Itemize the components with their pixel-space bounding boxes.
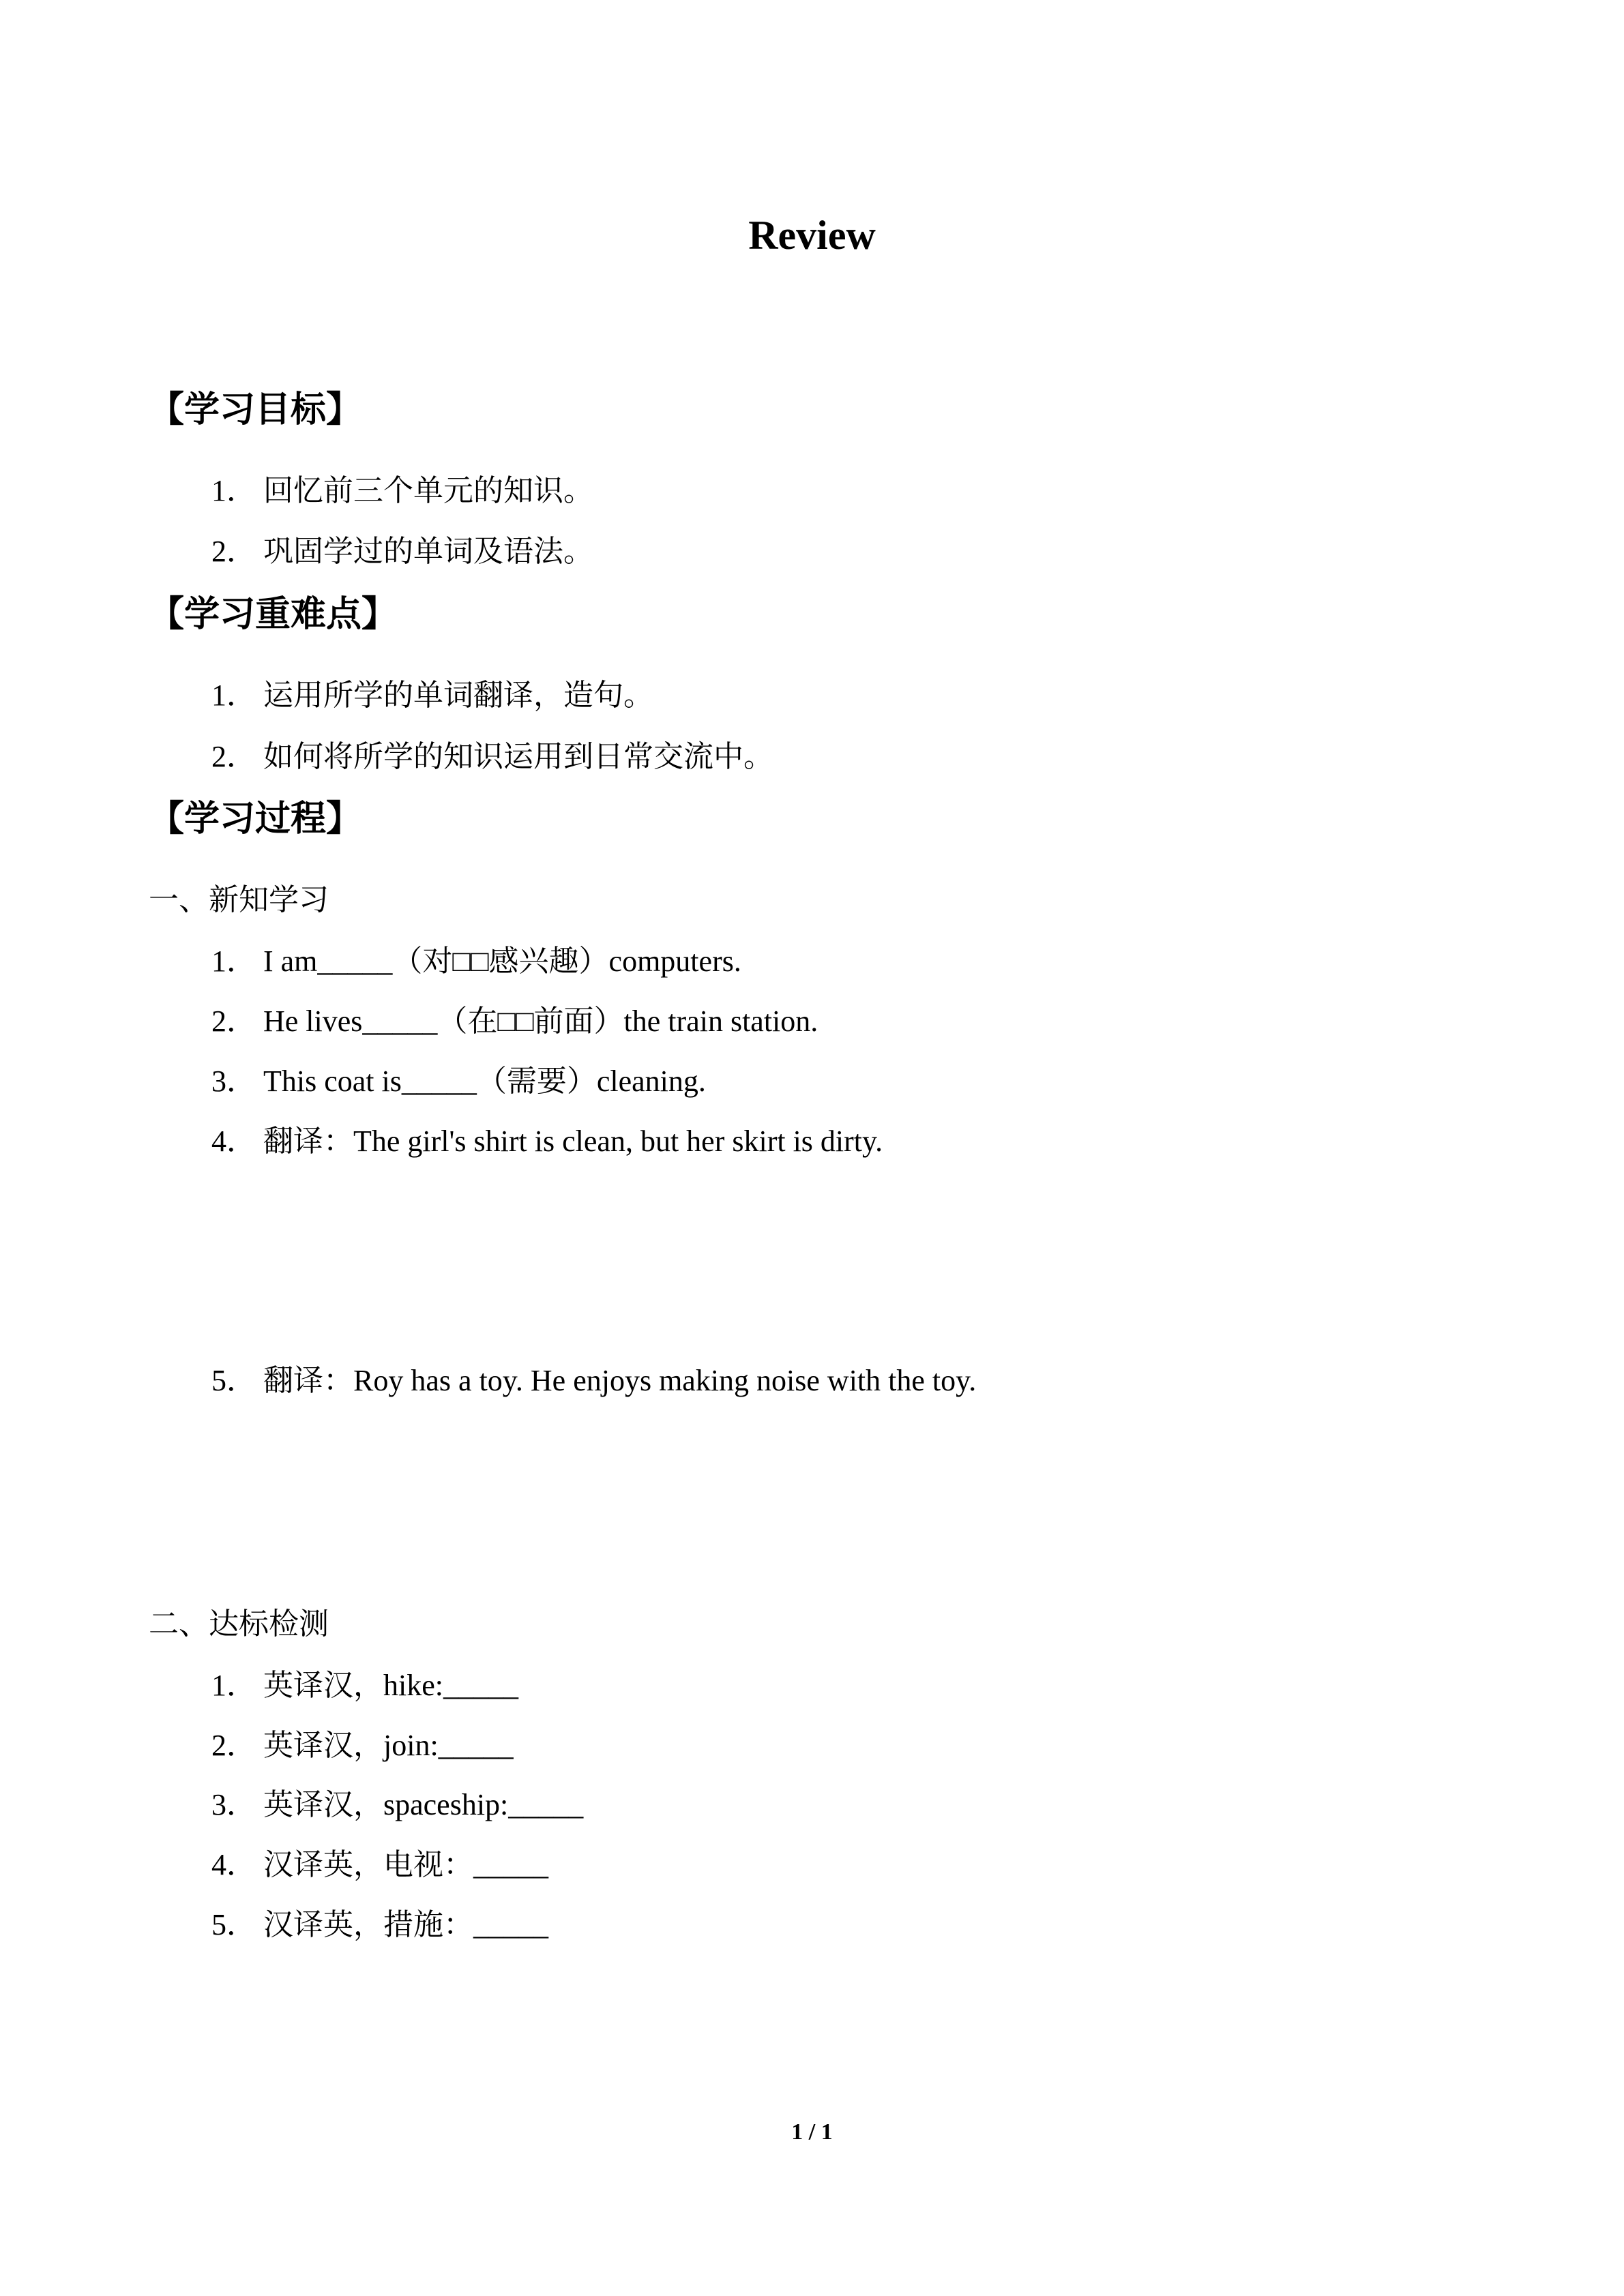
objective-item [211, 471, 593, 511]
key-point-item [211, 675, 653, 716]
item-text: 如何将所学的知识运用到日常交流中。 [263, 740, 773, 773]
key-point-item [211, 736, 773, 777]
item-number: 3． [211, 1788, 256, 1821]
exercise-item [211, 1061, 706, 1102]
item-number: 1． [211, 679, 256, 712]
item-text: 汉译英，电视：_____ [263, 1848, 548, 1881]
item-text: 英译汉，hike:_____ [263, 1669, 518, 1702]
objective-item [211, 531, 593, 572]
item-text: 英译汉，join:_____ [263, 1729, 514, 1762]
test-item [211, 1725, 514, 1766]
item-text: This coat is_____（需要）cleaning. [263, 1064, 706, 1098]
key-points-heading: 【学习重难点】 [149, 594, 398, 635]
item-number: 2． [211, 1729, 256, 1762]
item-number: 5． [211, 1908, 256, 1941]
item-number: 2． [211, 1004, 256, 1038]
item-text: 运用所学的单词翻译，造句。 [263, 679, 653, 712]
item-text: 回忆前三个单元的知识。 [263, 474, 593, 507]
item-text: 巩固学过的单词及语法。 [263, 535, 593, 568]
item-number: 1． [211, 944, 256, 978]
item-text: 英译汉，spaceship:_____ [263, 1788, 584, 1821]
exercise-item [211, 1121, 883, 1162]
new-knowledge-section-label: 一、新知学习 [149, 882, 329, 917]
item-text: I am_____（对□□感兴趣）computers. [263, 944, 741, 978]
item-text: 翻译：Roy has a toy. He enjoys making noise with the toy. [263, 1364, 977, 1397]
test-item [211, 1845, 548, 1885]
item-number: 2． [211, 535, 256, 568]
item-number: 1． [211, 1669, 256, 1702]
page-title: Review [748, 213, 876, 258]
process-heading: 【学习过程】 [149, 799, 362, 839]
objectives-heading: 【学习目标】 [149, 389, 362, 430]
item-number: 3． [211, 1064, 256, 1098]
item-number: 4． [211, 1848, 256, 1881]
item-number: 5． [211, 1364, 256, 1397]
item-text: 汉译英，措施：_____ [263, 1908, 548, 1941]
assessment-section-label: 二、达标检测 [149, 1607, 329, 1641]
item-text: 翻译：The girl's shirt is clean, but her skirt is dirty. [263, 1124, 883, 1158]
item-text: He lives_____（在□□前面）the train station. [263, 1004, 818, 1038]
item-number: 2． [211, 740, 256, 773]
test-item [211, 1665, 518, 1706]
item-number: 1． [211, 474, 256, 507]
item-number: 4． [211, 1124, 256, 1158]
exercise-item [211, 941, 741, 982]
test-item [211, 1785, 583, 1825]
page-number: 1 / 1 [791, 2119, 833, 2145]
exercise-item [211, 1001, 818, 1042]
test-item [211, 1905, 548, 1945]
exercise-item [211, 1360, 976, 1401]
